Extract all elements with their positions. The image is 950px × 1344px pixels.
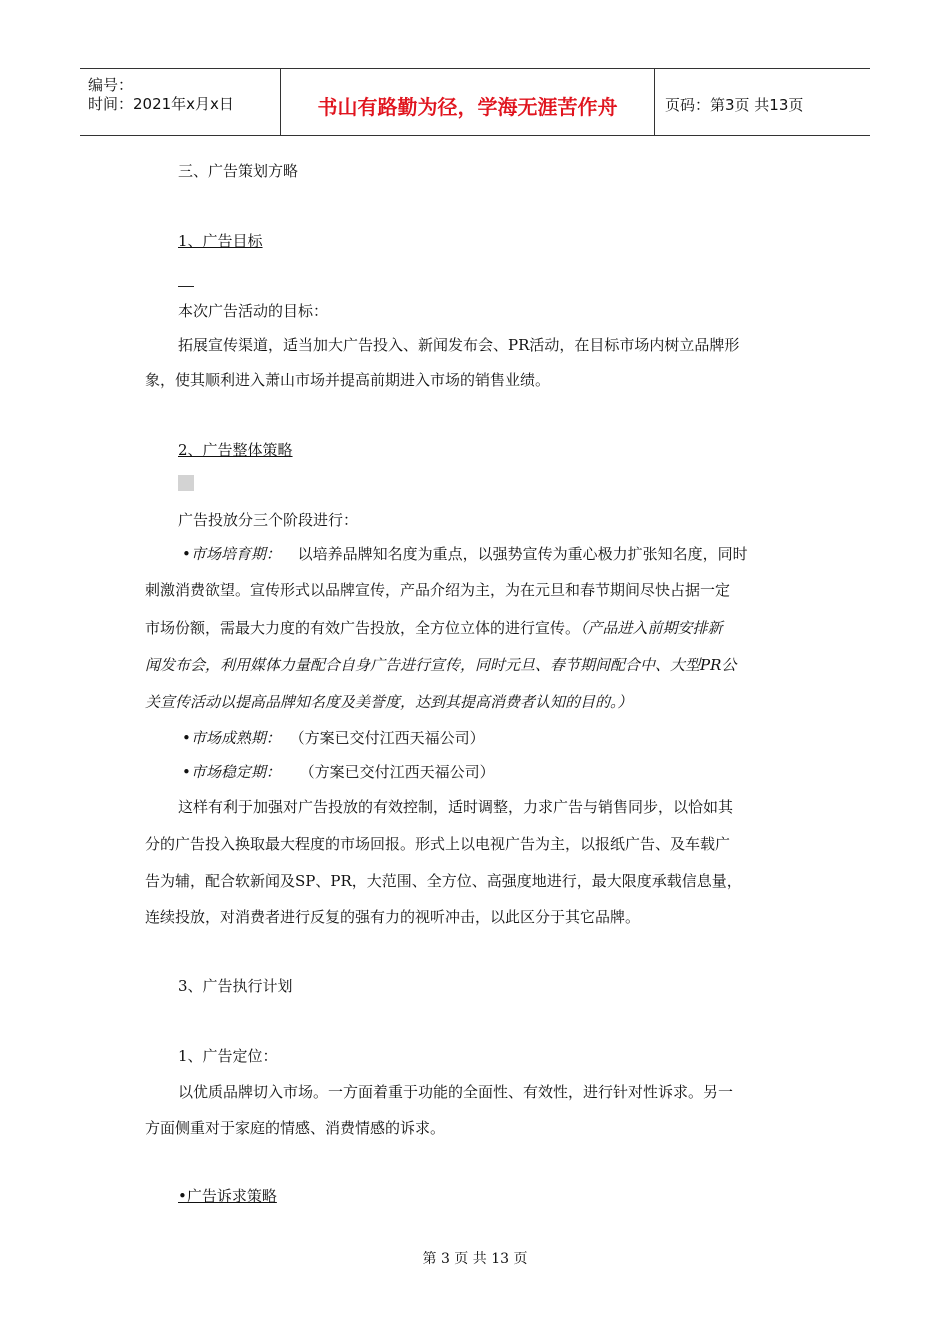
stage1-note-start: （产品进入前期安排新 (580, 619, 723, 637)
header-number-label: 编号： (88, 76, 134, 94)
header-motto-cell (281, 69, 655, 135)
goal-line-1: 拓展宣传渠道，适当加大广告投入、新闻发布会、PR活动，在目标市场内树立品牌形 (178, 336, 740, 354)
header-date-label: 时间：2021年x月x日 (88, 95, 234, 113)
stage1-line-3 (145, 618, 723, 638)
positioning-title: 1、广告定位： (178, 1047, 278, 1065)
header-page-cell (655, 69, 870, 135)
stage1-text-3: 市场份额，需最大力度的有效广告投放，全方位立体的进行宣传。 (145, 619, 581, 637)
goal-intro: 本次广告活动的目标： (178, 302, 329, 320)
heading-overall-strategy: 2、广告整体策略 (178, 441, 293, 459)
para-line-3: 告为辅，配合软新闻及SP、PR，大范围、全方位、高强度地进行，最大限度承载信息量， (145, 872, 742, 890)
stage1-line-2: 刺激消费欲望。宣传形式以品牌宣传，产品介绍为主，为在元旦和春节期间尽快占据一定 (145, 581, 731, 599)
heading-ad-goal: 1、广告目标 (178, 232, 263, 250)
page-header (80, 68, 870, 136)
heading-execution-plan: 3、广告执行计划 (178, 977, 293, 995)
placeholder-box (178, 475, 194, 491)
header-motto: 书山有路勤为径，学海无涯苦作舟 (317, 95, 618, 119)
stage2-label: •市场成熟期： (182, 729, 281, 747)
stage3-label: •市场稳定期： (182, 763, 281, 781)
para-line-1: 这样有利于加强对广告投放的有效控制，适时调整，力求广告与销售同步，以恰如其 (178, 798, 734, 816)
stage1-note-line-5: 关宣传活动以提高品牌知名度及美誉度，达到其提高消费者认知的目的。） (145, 693, 633, 711)
stage2-text: （方案已交付江西天福公司） (289, 729, 485, 747)
stages-intro: 广告投放分三个阶段进行： (178, 511, 359, 529)
stage1-line-1 (182, 544, 748, 564)
stage1-note-line-4: 闻发布会，利用媒体力量配合自身广告进行宣传，同时元旦、春节期间配合中、大型PR公 (145, 656, 737, 674)
para-line-4: 连续投放，对消费者进行反复的强有力的视听冲击，以此区分于其它品牌。 (145, 908, 641, 926)
section-title: 三、广告策划方略 (178, 162, 299, 180)
positioning-line-2: 方面侧重对于家庭的情感、消费情感的诉求。 (145, 1119, 446, 1137)
header-page-label: 页码：第3页 共13页 (665, 96, 804, 114)
para-line-2: 分的广告投入换取最大程度的市场回报。形式上以电视广告为主，以报纸广告、及车载广 (145, 835, 731, 853)
stage2-line (182, 728, 485, 748)
dash-mark (178, 286, 194, 287)
stage3-text: （方案已交付江西天福公司） (299, 763, 495, 781)
page-footer: 第 3 页 共 13 页 (422, 1251, 528, 1267)
stage1-text-1: 以培养品牌知名度为重点，以强势宣传为重心极力扩张知名度，同时 (297, 545, 748, 563)
positioning-line-1: 以优质品牌切入市场。一方面着重于功能的全面性、有效性，进行针对性诉求。另一 (178, 1083, 734, 1101)
stage3-line (182, 762, 495, 782)
heading-appeal-strategy: •广告诉求策略 (178, 1187, 277, 1205)
goal-line-2: 象，使其顺利进入萧山市场并提高前期进入市场的销售业绩。 (145, 371, 551, 389)
stage1-label: •市场培育期： (182, 545, 281, 563)
header-left-cell (80, 69, 281, 135)
